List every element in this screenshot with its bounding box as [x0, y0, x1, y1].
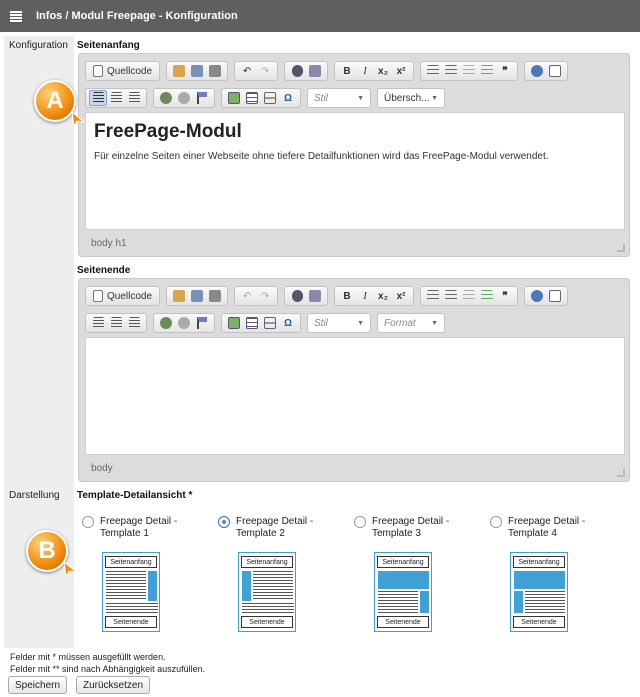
- thumb-label-top: Seitenanfang: [513, 556, 565, 568]
- field-label-seitenanfang: Seitenanfang: [77, 40, 140, 51]
- thumb-label-top: Seitenanfang: [241, 556, 293, 568]
- numbered-list-icon: [427, 65, 439, 77]
- align-right-icon: [129, 317, 140, 329]
- thumb-text-lines: [253, 571, 293, 601]
- flag-icon: [197, 92, 207, 104]
- reset-button[interactable]: Zurücksetzen: [76, 676, 150, 694]
- paste-word-icon: [191, 290, 203, 302]
- table-icon: [246, 92, 258, 104]
- subscript-button[interactable]: x₂: [378, 65, 389, 77]
- indent-button[interactable]: [478, 288, 496, 304]
- source-button[interactable]: [89, 288, 156, 304]
- superscript-button[interactable]: x²: [396, 65, 406, 77]
- source-icon: [93, 65, 103, 77]
- image-icon: [228, 317, 240, 329]
- numbered-list-icon: [427, 290, 439, 302]
- arrow-pointer-icon: [64, 562, 76, 576]
- thumb-label-top: Seitenanfang: [105, 556, 157, 568]
- align-right-icon: [129, 92, 140, 104]
- image-button[interactable]: [225, 315, 243, 331]
- link-icon: [160, 92, 172, 104]
- thumb-text-lines: [378, 591, 418, 613]
- print-button[interactable]: [206, 63, 224, 79]
- source-group: [85, 286, 160, 306]
- preview-icon: [549, 65, 561, 77]
- template-thumbnail-3[interactable]: [374, 552, 432, 632]
- style-select-label: Stil: [314, 317, 328, 329]
- toolbar-row-1: [85, 60, 574, 82]
- resize-handle[interactable]: [617, 469, 625, 477]
- arrow-pointer-icon: [72, 112, 84, 126]
- paste-button[interactable]: [170, 288, 188, 304]
- format-select[interactable]: [377, 88, 445, 108]
- thumb-text-lines: [106, 603, 158, 615]
- toolbar-row-2: [85, 312, 451, 334]
- history-group: [234, 286, 278, 306]
- horizontal-rule-icon: [264, 92, 276, 104]
- page-header: [0, 0, 640, 32]
- bullet-list-button[interactable]: [442, 63, 460, 79]
- numbered-list-button[interactable]: [424, 63, 442, 79]
- thumb-label-bottom: Seitenende: [241, 616, 293, 628]
- italic-button[interactable]: I: [363, 290, 367, 302]
- outdent-icon: [463, 290, 475, 302]
- format-select-label: Übersch...: [384, 92, 430, 104]
- field-label-seitenende: Seitenende: [77, 265, 131, 276]
- align-right-button[interactable]: [125, 90, 143, 106]
- find-button[interactable]: [288, 288, 306, 304]
- document-icon: [10, 9, 22, 23]
- thumb-text-lines: [525, 591, 565, 613]
- format-group: [334, 286, 414, 306]
- print-icon: [209, 65, 221, 77]
- subscript-button[interactable]: x₂: [378, 290, 389, 302]
- template-name-1: Freepage Detail - Template 1: [100, 516, 178, 539]
- superscript-button[interactable]: x²: [396, 290, 406, 302]
- align-center-button[interactable]: [107, 315, 125, 331]
- italic-button[interactable]: I: [363, 65, 367, 77]
- align-group: [85, 88, 147, 108]
- template-thumbnail-1[interactable]: [102, 552, 160, 632]
- align-group: [85, 313, 147, 333]
- thumb-label-bottom: Seitenende: [105, 616, 157, 628]
- save-button[interactable]: Speichern: [8, 676, 67, 694]
- replace-button[interactable]: [306, 288, 324, 304]
- align-left-icon: [93, 317, 104, 329]
- thumb-label-top: Seitenanfang: [377, 556, 429, 568]
- outdent-button[interactable]: [460, 288, 478, 304]
- chevron-down-icon: ▼: [357, 319, 364, 327]
- template-radio-4[interactable]: [490, 516, 502, 528]
- align-center-icon: [111, 317, 122, 329]
- image-icon: [228, 92, 240, 104]
- show-blocks-button[interactable]: [528, 288, 546, 304]
- bold-button[interactable]: B: [343, 65, 351, 77]
- row-label-darstellung: Darstellung: [9, 490, 60, 501]
- thumb-image-block: [420, 591, 429, 613]
- numbered-list-button[interactable]: [424, 288, 442, 304]
- content-heading: FreePage-Modul: [94, 121, 242, 142]
- redo-button[interactable]: ↷: [260, 65, 270, 77]
- align-center-icon: [111, 92, 122, 104]
- bullet-list-icon: [445, 290, 457, 302]
- align-left-button[interactable]: [89, 315, 107, 331]
- clipboard-group: [166, 61, 228, 81]
- format-select-label: Format: [384, 317, 416, 329]
- align-right-button[interactable]: [125, 315, 143, 331]
- blockquote-button[interactable]: ❞: [502, 290, 508, 302]
- thumb-label-bottom: Seitenende: [513, 616, 565, 628]
- template-radio-1[interactable]: [82, 516, 94, 528]
- insert-group: [221, 313, 301, 333]
- show-blocks-button[interactable]: [528, 63, 546, 79]
- special-char-button[interactable]: Ω: [283, 317, 293, 329]
- source-label: Quellcode: [107, 290, 153, 302]
- clipboard-group: [166, 286, 228, 306]
- table-icon: [246, 317, 258, 329]
- source-icon: [93, 290, 103, 302]
- source-button[interactable]: [89, 63, 156, 79]
- paste-icon: [173, 65, 185, 77]
- print-icon: [209, 290, 221, 302]
- bullet-list-button[interactable]: [442, 288, 460, 304]
- template-radio-3[interactable]: [354, 516, 366, 528]
- annotation-marker-b: B: [26, 530, 68, 572]
- globe-icon: [531, 290, 543, 302]
- table-button[interactable]: [243, 315, 261, 331]
- horizontal-rule-button[interactable]: [261, 90, 279, 106]
- outdent-button[interactable]: [460, 63, 478, 79]
- link-button[interactable]: [157, 315, 175, 331]
- indent-icon: [481, 65, 493, 77]
- anchor-button[interactable]: [193, 90, 211, 106]
- replace-icon: [309, 290, 321, 302]
- link-button[interactable]: [157, 90, 175, 106]
- field-label-template: Template-Detailansicht *: [77, 490, 193, 501]
- paste-button[interactable]: [170, 63, 188, 79]
- content-paragraph: Für einzelne Seiten einer Webseite ohne tiefere Detailfunktionen wird das FreePage-Modul verwendet.: [94, 151, 549, 162]
- template-name-3: Freepage Detail - Template 3: [372, 516, 450, 539]
- preview-button[interactable]: [546, 63, 564, 79]
- unlink-button[interactable]: [175, 315, 193, 331]
- table-button[interactable]: [243, 90, 261, 106]
- image-button[interactable]: [225, 90, 243, 106]
- tools-group: [524, 286, 568, 306]
- blockquote-button[interactable]: ❞: [502, 65, 508, 77]
- required-note: Felder mit * müssen ausgefüllt werden.: [10, 652, 166, 662]
- flag-icon: [197, 317, 207, 329]
- link-icon: [160, 317, 172, 329]
- find-group: [284, 61, 328, 81]
- editor-seitenende: [78, 278, 630, 482]
- annotation-marker-a: A: [34, 80, 76, 122]
- insert-group: [221, 88, 301, 108]
- bullet-list-icon: [445, 65, 457, 77]
- align-center-button[interactable]: [107, 90, 125, 106]
- row-label-konfiguration: Konfiguration: [9, 40, 68, 51]
- horizontal-rule-icon: [264, 317, 276, 329]
- template-name-2: Freepage Detail - Template 2: [236, 516, 314, 539]
- editor-content-area[interactable]: [85, 112, 625, 230]
- horizontal-rule-button[interactable]: [261, 315, 279, 331]
- editor-content-area[interactable]: [85, 337, 625, 455]
- paste-icon: [173, 290, 185, 302]
- unlink-icon: [178, 317, 190, 329]
- indent-button[interactable]: [478, 63, 496, 79]
- list-group: [420, 286, 518, 306]
- style-select[interactable]: [307, 313, 371, 333]
- template-name-4: Freepage Detail - Template 4: [508, 516, 586, 539]
- anchor-button[interactable]: [193, 315, 211, 331]
- globe-icon: [531, 65, 543, 77]
- toolbar-row-1: [85, 285, 574, 307]
- link-group: [153, 88, 215, 108]
- chevron-down-icon: ▼: [431, 319, 438, 327]
- thumb-text-lines: [106, 571, 146, 601]
- style-select-label: Stil: [314, 92, 328, 104]
- align-left-button[interactable]: [89, 90, 107, 106]
- thumb-image-block: [514, 591, 523, 613]
- paste-word-button[interactable]: [188, 288, 206, 304]
- chevron-down-icon: ▼: [357, 94, 364, 102]
- conditional-note: Felder mit ** sind nach Abhängigkeit auszufüllen.: [10, 664, 206, 674]
- link-group: [153, 313, 215, 333]
- resize-handle[interactable]: [617, 244, 625, 252]
- thumb-image-block: [378, 571, 429, 589]
- special-char-button[interactable]: Ω: [283, 92, 293, 104]
- undo-button[interactable]: ↶: [242, 290, 252, 302]
- style-select[interactable]: [307, 88, 371, 108]
- template-radio-2[interactable]: [218, 516, 230, 528]
- paste-word-button[interactable]: [188, 63, 206, 79]
- source-group: [85, 61, 160, 81]
- element-path: body h1: [91, 238, 127, 249]
- binoculars-icon: [292, 290, 303, 302]
- toolbar-row-2: [85, 87, 451, 109]
- unlink-button[interactable]: [175, 90, 193, 106]
- template-thumbnail-2[interactable]: [238, 552, 296, 632]
- chevron-down-icon: ▼: [431, 94, 438, 102]
- preview-icon: [549, 290, 561, 302]
- undo-button[interactable]: ↶: [242, 65, 252, 77]
- thumb-image-block: [148, 571, 157, 601]
- tools-group: [524, 61, 568, 81]
- print-button[interactable]: [206, 288, 224, 304]
- unlink-icon: [178, 92, 190, 104]
- align-left-icon: [93, 92, 104, 104]
- thumb-image-block: [242, 571, 251, 601]
- redo-button[interactable]: ↷: [260, 290, 270, 302]
- list-group: [420, 61, 518, 81]
- outdent-icon: [463, 65, 475, 77]
- find-group: [284, 286, 328, 306]
- binoculars-icon: [292, 65, 303, 77]
- history-group: [234, 61, 278, 81]
- find-button[interactable]: [288, 63, 306, 79]
- replace-button[interactable]: [306, 63, 324, 79]
- template-thumbnail-4[interactable]: [510, 552, 568, 632]
- indent-icon: [481, 290, 493, 302]
- replace-icon: [309, 65, 321, 77]
- bold-button[interactable]: B: [343, 290, 351, 302]
- thumb-text-lines: [242, 603, 294, 615]
- source-label: Quellcode: [107, 65, 153, 77]
- thumb-image-block: [514, 571, 565, 589]
- editor-seitenanfang: [78, 53, 630, 257]
- page-title: Infos / Modul Freepage - Konfiguration: [36, 10, 238, 22]
- format-group: [334, 61, 414, 81]
- thumb-label-bottom: Seitenende: [377, 616, 429, 628]
- element-path: body: [91, 463, 113, 474]
- format-select[interactable]: [377, 313, 445, 333]
- preview-button[interactable]: [546, 288, 564, 304]
- paste-word-icon: [191, 65, 203, 77]
